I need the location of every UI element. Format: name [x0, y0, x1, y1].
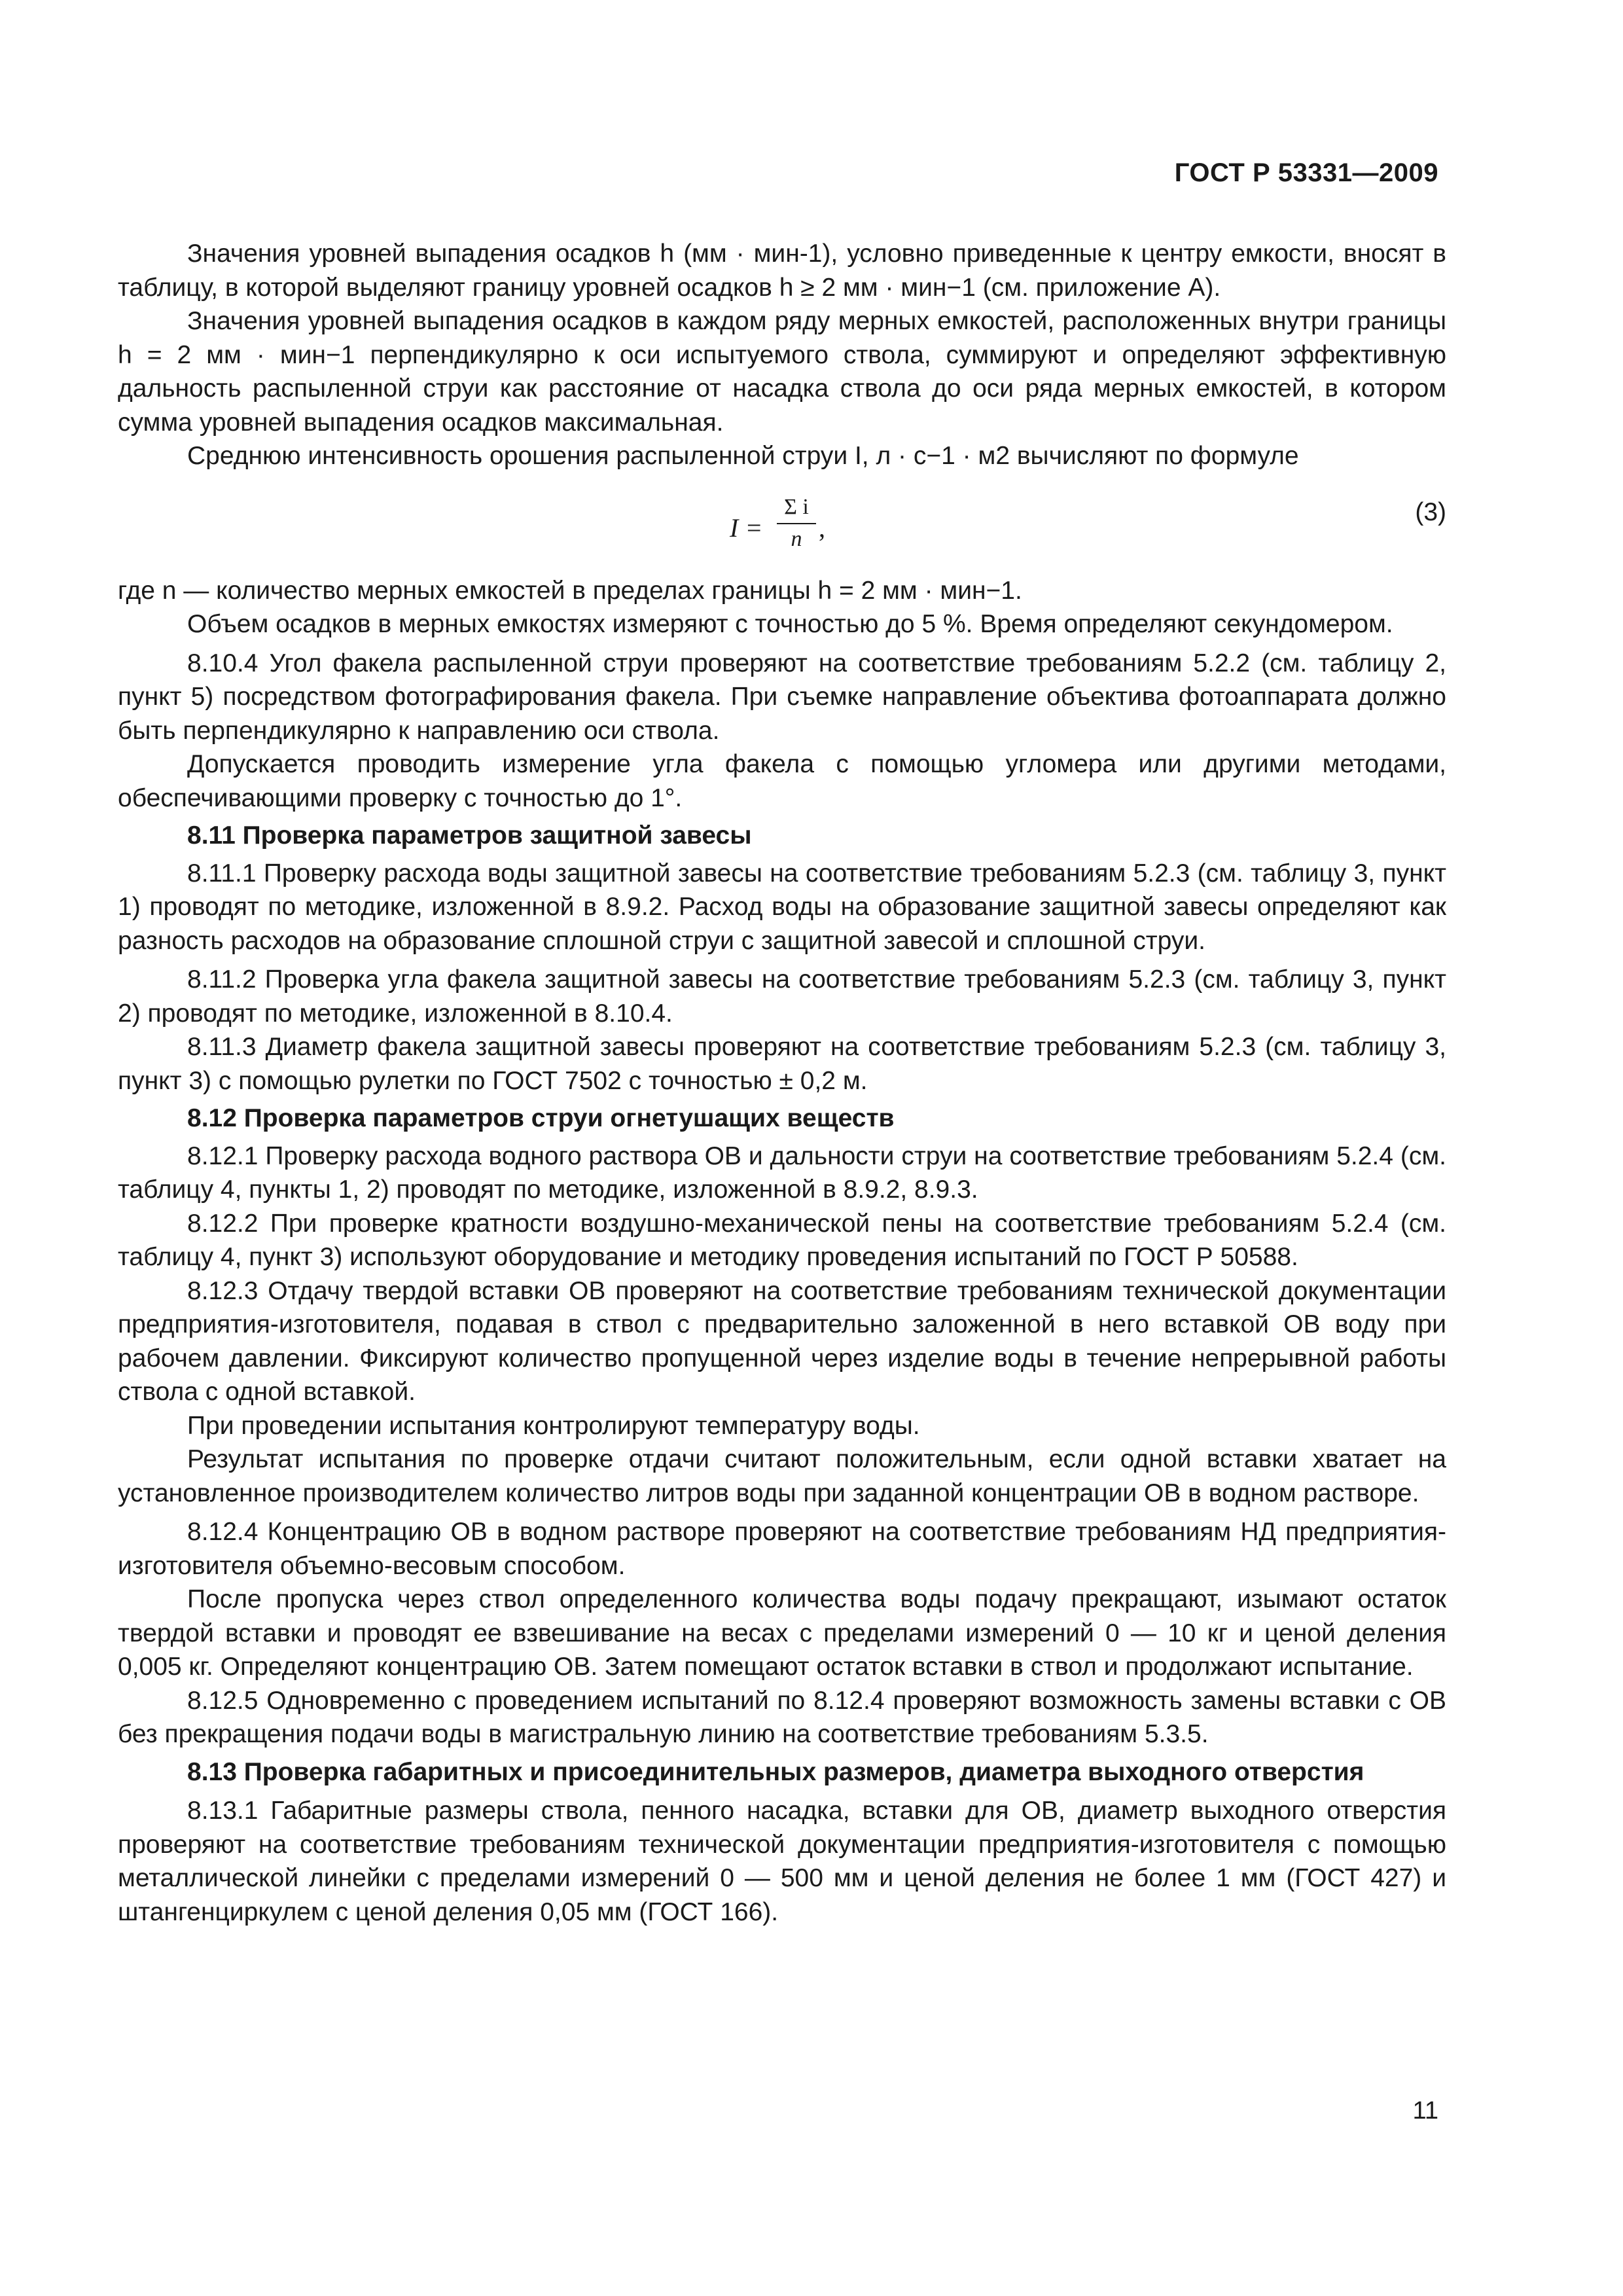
paragraph: Среднюю интенсивность орошения распыленной струи I, л · с−1 · м2 вычисляют по формуле [187, 442, 1299, 470]
paragraph: 8.12.5 Одновременно с проведением испытаний по 8.12.4 проверяют возможность замены вставки с ОВ без прекращения подачи воды в магистральную линию на соответствие требованиям 5.3.5. [118, 1686, 1446, 1748]
formula-expression [730, 494, 861, 560]
paragraph: 8.12.3 Отдачу твердой вставки ОВ проверяют на соответствие требованиям технической документации предприятия-изготовителя, подавая в ствол с предварительно заложенной в него вставкой ОВ воду при рабочем давлении. Фиксируют количество пропущенной через изделие воды в течение непрерывной работы ствола с одной вставкой. [118, 1276, 1446, 1406]
formula-number: (3) [1415, 497, 1446, 526]
section-heading-8-12: 8.12 Проверка параметров струи огнетушащих веществ [187, 1104, 895, 1132]
page-number: 11 [1412, 2097, 1438, 2125]
paragraph: где n — количество мерных емкостей в пределах границы h = 2 мм · мин−1. [118, 576, 1022, 605]
paragraph: После пропуска через ствол определенного количества воды подачу прекращают, изымают остаток твердой вставки и проводят ее взвешивание на весах с пределами измерений 0 — 10 кг и ценой деления 0,005 кг. Определяют концентрацию ОВ. Затем помещают остаток вставки в ствол и продолжают испытание. [118, 1585, 1446, 1681]
paragraph: 8.12.1 Проверку расхода водного раствора ОВ и дальности струи на соответствие требованиям 5.2.4 (см. таблицу 4, пункты 1, 2) проводят по методике, изложенной в 8.9.2, 8.9.3. [118, 1141, 1446, 1204]
document-header: ГОСТ Р 53331—2009 [1174, 158, 1438, 187]
paragraph: 8.11.3 Диаметр факела защитной завесы проверяют на соответствие требованиям 5.2.3 (см. таблицу 3, пункт 3) с помощью рулетки по ГОСТ 7502 с точностью ± 0,2 м. [118, 1033, 1446, 1095]
paragraph: Объем осадков в мерных емкостях измеряют с точностью до 5 %. Время определяют секундомером. [187, 610, 1393, 638]
document-body [118, 237, 1446, 1929]
paragraph: 8.12.4 Концентрацию ОВ в водном растворе проверяют на соответствие требованиям НД предприятия-изготовителя объемно-весовым способом. [118, 1518, 1446, 1580]
section-heading-8-13: 8.13 Проверка габаритных и присоединительных размеров, диаметра выходного отверстия [187, 1757, 1364, 1786]
paragraph: Допускается проводить измерение угла факела с помощью угломера или другими методами, обеспечивающими проверку с точностью до 1°. [118, 750, 1446, 812]
section-heading-8-11: 8.11 Проверка параметров защитной завесы [187, 821, 752, 850]
formula-denominator: n [791, 526, 802, 551]
paragraph: 8.11.2 Проверка угла факела защитной завесы на соответствие требованиям 5.2.3 (см. таблицу 3, пункт 2) проводят по методике, изложенной в 8.10.4. [118, 965, 1446, 1028]
formula-numerator: Σ i [777, 494, 816, 524]
paragraph: 8.10.4 Угол факела распыленной струи проверяют на соответствие требованиям 5.2.2 (см. таблицу 2, пункт 5) посредством фотографирования факела. При съемке направление объектива фотоаппарата должно быть перпендикулярно к направлению оси ствола. [118, 649, 1446, 745]
formula-comma: , [819, 512, 825, 543]
paragraph: 8.13.1 Габаритные размеры ствола, пенного насадка, вставки для ОВ, диаметр выходного отверстия проверяют на соответствие требованиям технической документации предприятия-изготовителя с помощью металлической линейки с пределами измерений 0 — 500 мм и ценой деления не более 1 мм (ГОСТ 427) и штангенциркулем с ценой деления 0,05 мм (ГОСТ 166). [118, 1797, 1446, 1926]
paragraph: При проведении испытания контролируют температуру воды. [187, 1411, 920, 1440]
formula-lhs: I = [730, 512, 763, 543]
paragraph: Значения уровней выпадения осадков в каждом ряду мерных емкостей, расположенных внутри границы h = 2 мм · мин−1 перпендикулярно к оси испытуемого ствола, суммируют и определяют эффективную дальность распыленной струи как расстояние от насадка ствола до оси ряда мерных емкостей, в котором сумма уровней выпадения осадков максимальная. [118, 307, 1446, 437]
formula-block [118, 488, 1446, 566]
paragraph: Результат испытания по проверке отдачи считают положительным, если одной вставки хватает на установленное производителем количество литров воды при заданной концентрации ОВ в водном растворе. [118, 1445, 1446, 1507]
paragraph: 8.11.1 Проверку расхода воды защитной завесы на соответствие требованиям 5.2.3 (см. таблицу 3, пункт 1) проводят по методике, изложенной в 8.9.2. Расход воды на образование защитной завесы определяют как разность расходов на образование сплошной струи с защитной завесой и сплошной струи. [118, 859, 1446, 955]
paragraph: Значения уровней выпадения осадков h (мм · мин-1), условно приведенные к центру емкости, вносят в таблицу, в которой выделяют границу уровней осадков h ≥ 2 мм · мин−1 (см. приложение А). [118, 240, 1446, 302]
paragraph: 8.12.2 При проверке кратности воздушно-механической пены на соответствие требованиям 5.2.4 (см. таблицу 4, пункт 3) используют оборудование и методику проведения испытаний по ГОСТ Р 50588. [118, 1209, 1446, 1271]
formula-fraction [777, 494, 816, 554]
